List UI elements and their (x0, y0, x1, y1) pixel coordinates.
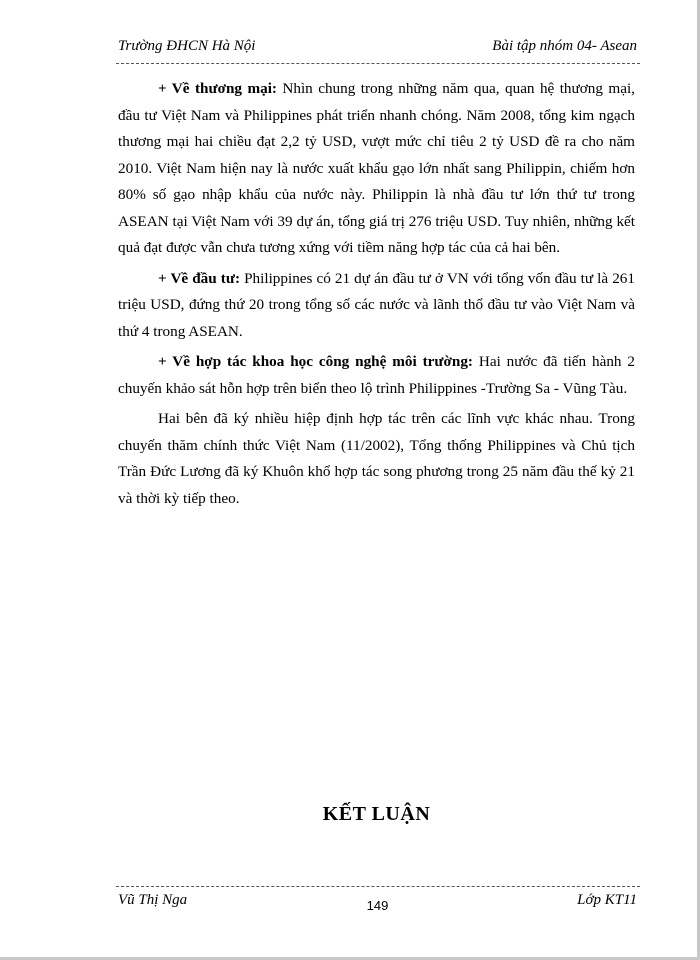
header-divider (116, 63, 640, 64)
page-number: 149 (366, 898, 389, 913)
paragraph-investment-lead: + Về đầu tư: (158, 269, 241, 287)
page-footer (118, 892, 637, 914)
page-header (118, 38, 637, 60)
conclusion-heading: KẾT LUẬN (322, 803, 431, 825)
paragraph-investment-text: Philippines có 21 dự án đầu tư ở VN với tổng vốn đầu tư là 261 triệu USD, đứng thứ 20 trong tổng số các nước và lãnh thổ đầu tư vào Việt Nam và thứ 4 trong ASEAN. (118, 269, 635, 340)
footer-class: Lớp KT11 (577, 892, 637, 908)
footer-author: Vũ Thị Nga (118, 892, 188, 908)
paragraph-science-text: Hai nước đã tiến hành 2 chuyến khảo sát hỗn hợp trên biển theo lộ trình Philippines -Trường Sa - Vũng Tàu. (118, 353, 635, 397)
paragraph-science (118, 349, 635, 402)
footer-divider (116, 886, 640, 887)
paragraph-agreements (118, 406, 635, 512)
document-body (118, 76, 635, 512)
paragraph-trade (118, 76, 635, 262)
paragraph-investment (118, 266, 635, 346)
paragraph-trade-text: Nhìn chung trong những năm qua, quan hệ thương mại, đầu tư Việt Nam và Philippines phát triển nhanh chóng. Năm 2008, tổng kim ngạch thương mại hai chiều đạt 2,2 tỷ USD, vượt mức chỉ tiêu 2 tỷ USD đề ra cho năm 2010. Việt Nam hiện nay là nước xuất khẩu gạo lớn nhất sang Philippin, chiếm hơn 80% số gạo nhập khẩu của nước này. Philippin là nhà đầu tư lớn thứ tư trong ASEAN tại Việt Nam với 39 dự án, tổng giá trị 276 triệu USD. Tuy nhiên, những kết quả đạt được vẫn chưa tương xứng với tiềm năng hợp tác của cả hai bên. (118, 80, 635, 256)
paragraph-science-lead: + Về hợp tác khoa học công nghệ môi trường: (158, 353, 473, 370)
header-school: Trường ĐHCN Hà Nội (118, 38, 256, 54)
header-assignment: Bài tập nhóm 04- Asean (492, 38, 637, 54)
paragraph-trade-lead: + Về thương mại: (158, 80, 277, 97)
paragraph-agreements-text: Hai bên đã ký nhiều hiệp định hợp tác trên các lĩnh vực khác nhau. Trong chuyến thăm chính thức Việt Nam (11/2002), Tổng thống Philippines và Chủ tịch Trần Đức Lương đã ký Khuôn khổ hợp tác song phương trong 25 năm đầu thế kỷ 21 và thời kỳ tiếp theo. (118, 410, 635, 507)
